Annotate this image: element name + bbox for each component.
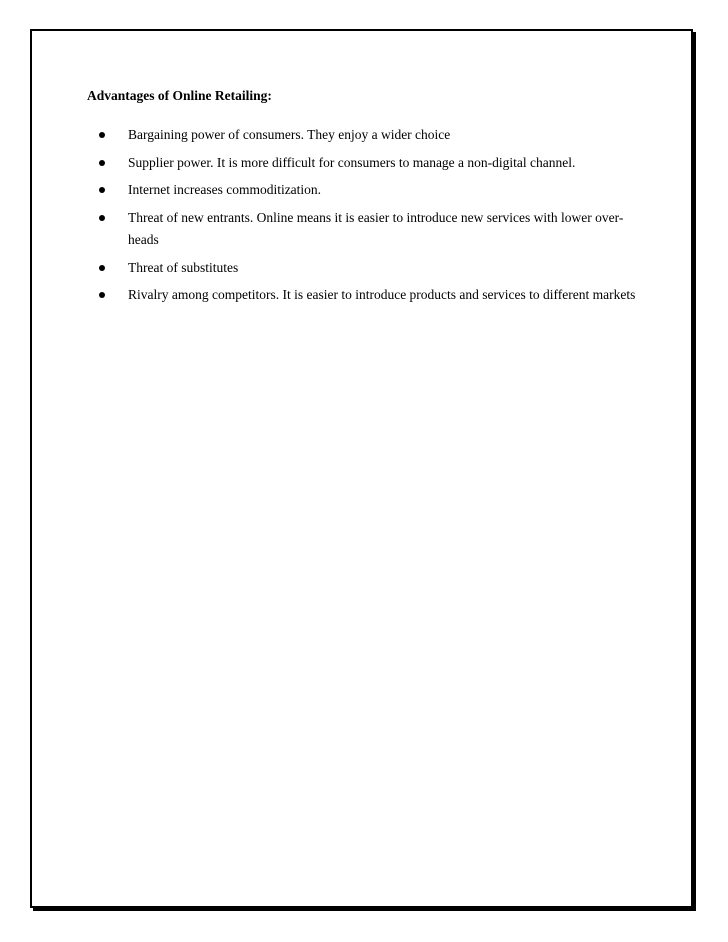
list-item	[97, 152, 637, 175]
list-item-text: Rivalry among competitors. It is easier to introduce products and services to different markets	[128, 287, 636, 302]
list-item	[97, 207, 637, 252]
list-item-text: Internet increases commoditization.	[128, 182, 322, 197]
bullet-icon	[99, 132, 105, 138]
bullet-icon	[99, 292, 105, 298]
list-item	[97, 257, 637, 280]
advantages-list	[97, 124, 637, 312]
list-item-text: Threat of new entrants. Online means it is easier to introduce new services with lower over-heads	[128, 209, 624, 247]
bullet-icon	[99, 160, 105, 166]
list-item-text: Supplier power. It is more difficult for consumers to manage a non-digital channel.	[128, 154, 576, 170]
bullet-icon	[99, 265, 105, 271]
list-item	[97, 179, 637, 202]
list-item	[97, 124, 637, 147]
bullet-icon	[99, 215, 105, 221]
section-heading: Advantages of Online Retailing:	[87, 88, 272, 103]
list-item	[97, 284, 637, 307]
bullet-icon	[99, 187, 105, 193]
list-item-text: Bargaining power of consumers. They enjoy a wider choice	[128, 127, 451, 142]
list-item-text: Threat of substitutes	[128, 259, 239, 275]
